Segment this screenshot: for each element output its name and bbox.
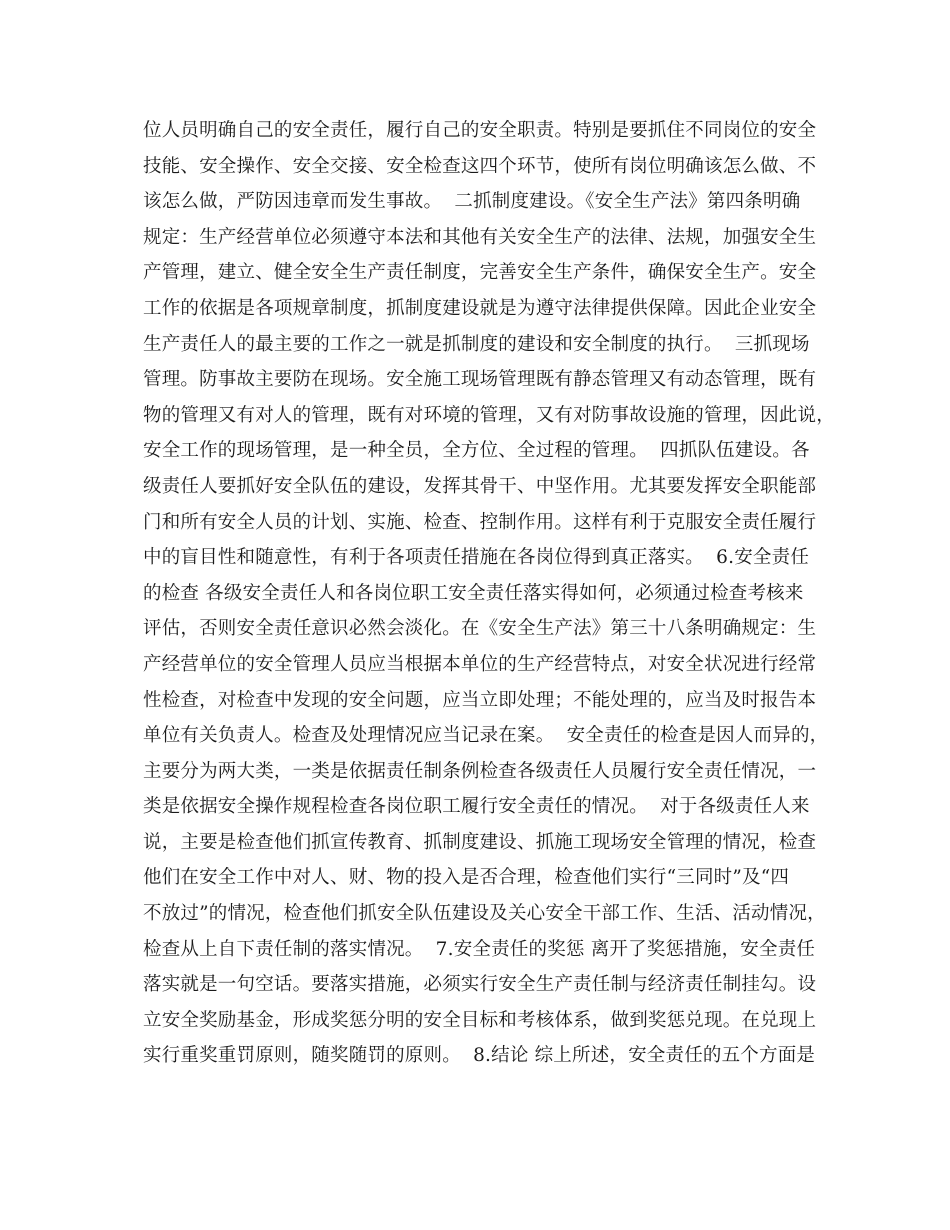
text-line: 安全工作的现场管理，是一种全员，全方位、全过程的管理。 四抓队伍建设。各 bbox=[143, 440, 810, 462]
text-line: 说，主要是检查他们抓宣传教育、抓制度建设、抓施工现场安全管理的情况，检查 bbox=[143, 831, 817, 853]
text-line: 实行重奖重罚原则，随奖随罚的原则。 8.结论 综上所述，安全责任的五个方面是 bbox=[143, 1045, 816, 1067]
text-line: 性检查，对检查中发现的安全问题，应当立即处理；不能处理的，应当及时报告本 bbox=[143, 689, 817, 711]
text-line: 评估，否则安全责任意识必然会淡化。在《安全生产法》第三十八条明确规定：生 bbox=[143, 618, 817, 640]
text-line: 产经营单位的安全管理人员应当根据本单位的生产经营特点，对安全状况进行经常 bbox=[143, 653, 817, 675]
text-line: 他们在安全工作中对人、财、物的投入是否合理，检查他们实行“三同时”及“四 bbox=[143, 867, 790, 889]
text-line: 单位有关负责人。检查及处理情况应当记录在案。 安全责任的检查是因人而异的， bbox=[143, 725, 829, 747]
text-line: 该怎么做，严防因违章而发生事故。 二抓制度建设。《安全生产法》第四条明确 bbox=[143, 191, 801, 213]
text-line: 技能、安全操作、安全交接、安全检查这四个环节，使所有岗位明确该怎么做、不 bbox=[143, 155, 817, 177]
text-line: 物的管理又有对人的管理，既有对环境的管理，又有对防事故设施的管理，因此说， bbox=[143, 404, 835, 426]
body-text bbox=[143, 113, 835, 1074]
text-line: 位人员明确自己的安全责任，履行自己的安全职责。特别是要抓住不同岗位的安全 bbox=[143, 120, 817, 141]
text-line: 工作的依据是各项规章制度，抓制度建设就是为遵守法律提供保障。因此企业安全 bbox=[143, 297, 817, 319]
text-line: 管理。防事故主要防在现场。安全施工现场管理既有静态管理又有动态管理，既有 bbox=[143, 369, 817, 391]
text-line: 主要分为两大类，一类是依据责任制条例检查各级责任人员履行安全责任情况，一 bbox=[143, 760, 817, 782]
text-line: 中的盲目性和随意性，有利于各项责任措施在各岗位得到真正落实。 6.安全责任 bbox=[143, 547, 810, 569]
text-line: 立安全奖励基金，形成奖惩分明的安全目标和考核体系，做到奖惩兑现。在兑现上 bbox=[143, 1009, 817, 1031]
text-line: 的检查 各级安全责任人和各岗位职工安全责任落实得如何，必须通过检查考核来 bbox=[143, 582, 804, 604]
text-line: 门和所有安全人员的计划、实施、检查、控制作用。这样有利于克服安全责任履行 bbox=[143, 511, 817, 533]
text-line: 检查从上自下责任制的落实情况。 7.安全责任的奖惩 离开了奖惩措施，安全责任 bbox=[143, 938, 816, 960]
text-line: 生产责任人的最主要的工作之一就是抓制度的建设和安全制度的执行。 三抓现场 bbox=[143, 333, 810, 355]
text-line: 落实就是一句空话。要落实措施，必须实行安全生产责任制与经济责任制挂勾。设 bbox=[143, 974, 817, 996]
text-line: 不放过”的情况，检查他们抓安全队伍建设及关心安全干部工作、生活、活动情况， bbox=[143, 903, 826, 925]
text-line: 规定：生产经营单位必须遵守本法和其他有关安全生产的法律、法规，加强安全生 bbox=[143, 226, 817, 248]
text-line: 类是依据安全操作规程检查各岗位职工履行安全责任的情况。 对于各级责任人来 bbox=[143, 796, 810, 818]
text-line: 产管理，建立、健全安全生产责任制度，完善安全生产条件，确保安全生产。安全 bbox=[143, 262, 817, 284]
text-line: 级责任人要抓好安全队伍的建设，发挥其骨干、中坚作用。尤其要发挥安全职能部 bbox=[143, 475, 817, 497]
